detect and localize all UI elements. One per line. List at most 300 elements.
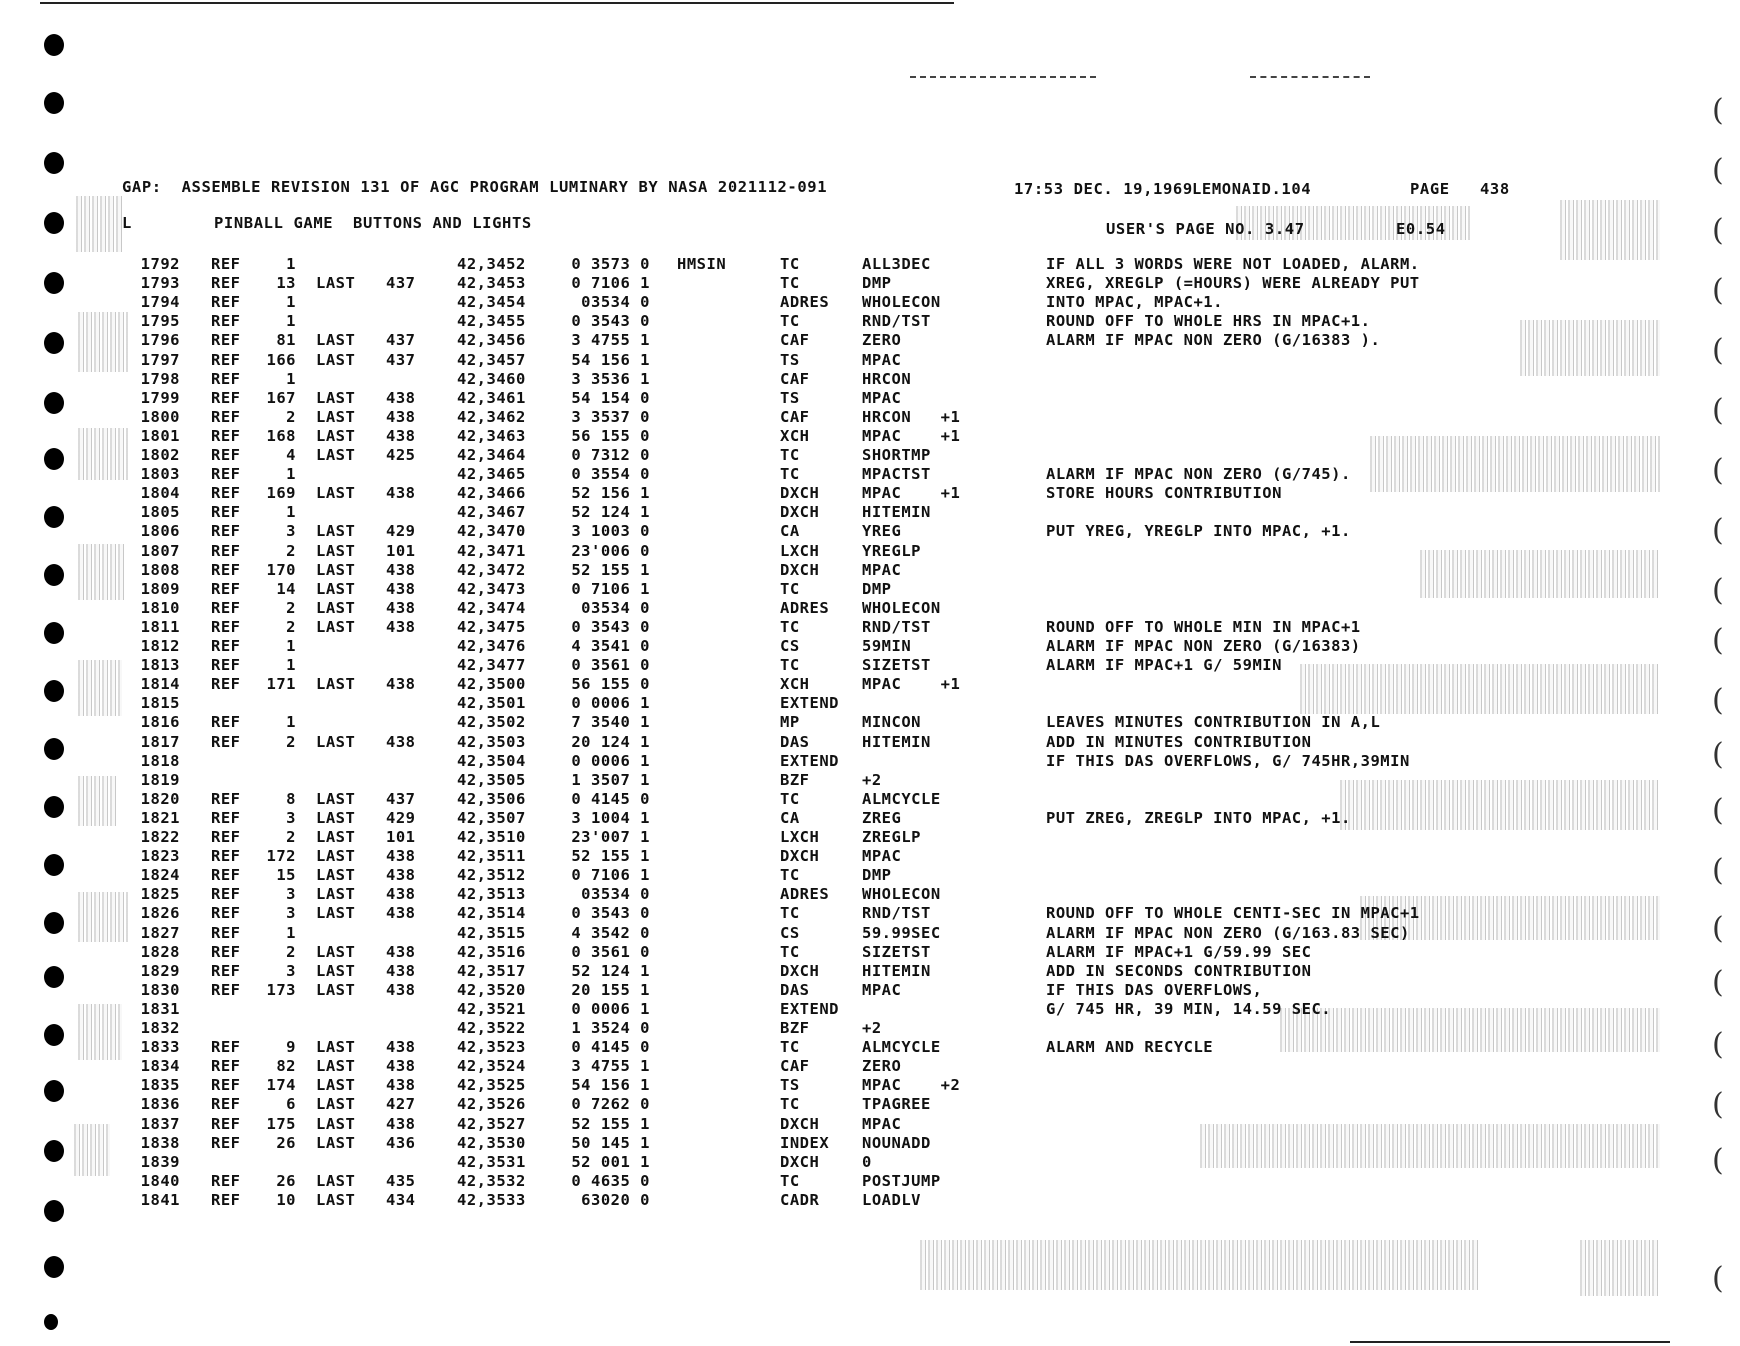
ref-count: 2	[286, 598, 296, 617]
ref-label: REF	[211, 598, 241, 617]
address: 42,3460	[457, 369, 526, 388]
ref-count: 170	[266, 560, 296, 579]
listing-row	[0, 1191, 1740, 1209]
operand: HRCON	[862, 369, 912, 388]
users-page-suffix: E0.54	[1396, 220, 1446, 238]
listing-row	[0, 752, 1740, 770]
ref-label: REF	[211, 312, 241, 331]
ref-count: 3	[286, 808, 296, 827]
operand: HITEMIN	[862, 503, 931, 522]
ref-count: 167	[266, 388, 296, 407]
listing-row	[0, 1153, 1740, 1171]
ref-count: 14	[276, 579, 296, 598]
ref-label: REF	[211, 541, 241, 560]
last-page: 438	[386, 1114, 416, 1133]
octal-word: 54 154 0	[571, 388, 650, 407]
address: 42,3525	[457, 1076, 526, 1095]
last-page: 437	[386, 274, 416, 293]
listing-row	[0, 866, 1740, 884]
last-page: 438	[386, 1076, 416, 1095]
operand: 59.99SEC	[862, 923, 941, 942]
ref-count: 168	[266, 426, 296, 445]
line-number: 1797	[140, 350, 180, 369]
last-page: 438	[386, 1057, 416, 1076]
last-page: 437	[386, 350, 416, 369]
ref-count: 26	[276, 1171, 296, 1190]
address: 42,3470	[457, 522, 526, 541]
last-label: LAST	[316, 579, 356, 598]
ref-count: 1	[286, 713, 296, 732]
margin-mark: (	[1712, 573, 1724, 608]
operand: ALL3DEC	[862, 255, 931, 273]
listing-row	[0, 1076, 1740, 1094]
last-page: 438	[386, 904, 416, 923]
last-page: 438	[386, 847, 416, 866]
octal-word: 4 3541 0	[571, 637, 650, 655]
listing-row	[0, 542, 1740, 560]
comment: IF ALL 3 WORDS WERE NOT LOADED, ALARM.	[1046, 255, 1420, 273]
operand: WHOLECON	[862, 598, 941, 617]
opcode: INDEX	[780, 1133, 830, 1152]
address: 42,3524	[457, 1057, 526, 1076]
address: 42,3455	[457, 312, 526, 331]
ref-label: REF	[211, 484, 241, 503]
line-number: 1826	[140, 904, 180, 923]
last-label: LAST	[316, 1076, 356, 1095]
octal-word: 0 7106 1	[571, 866, 650, 885]
opcode: TC	[780, 312, 800, 331]
comment: ALARM IF MPAC NON ZERO (G/163.83 SEC)	[1046, 923, 1410, 942]
last-page: 438	[386, 617, 416, 636]
address: 42,3522	[457, 1019, 526, 1037]
octal-word: 0 3543 0	[571, 312, 650, 331]
last-page: 436	[386, 1133, 416, 1152]
ref-count: 3	[286, 961, 296, 980]
octal-word: 52 155 1	[571, 1114, 650, 1133]
ref-label: REF	[211, 331, 241, 350]
ref-label: REF	[211, 274, 241, 293]
margin-mark: (	[1712, 273, 1724, 308]
margin-mark: (	[1712, 853, 1724, 888]
page-number: 438	[1480, 180, 1510, 198]
comment: ROUND OFF TO WHOLE MIN IN MPAC+1	[1046, 617, 1361, 636]
last-page: 438	[386, 579, 416, 598]
last-page: 438	[386, 942, 416, 961]
listing-row	[0, 370, 1740, 388]
operand: +2	[862, 770, 882, 789]
address: 42,3454	[457, 293, 526, 312]
ref-count: 1	[286, 369, 296, 388]
operand: RND/TST	[862, 617, 931, 636]
address: 42,3523	[457, 1038, 526, 1057]
last-label: LAST	[316, 598, 356, 617]
last-label: LAST	[316, 732, 356, 751]
address: 42,3503	[457, 732, 526, 751]
bottom-rule	[1350, 1341, 1670, 1343]
dash-mark	[910, 76, 1096, 79]
last-page: 101	[386, 828, 416, 846]
label: HMSIN	[677, 255, 727, 273]
opcode: CAF	[780, 369, 810, 388]
comment: INTO MPAC, MPAC+1.	[1046, 293, 1223, 312]
operand: 0	[862, 1152, 872, 1171]
margin-mark: (	[1712, 623, 1724, 658]
last-page: 437	[386, 789, 416, 808]
line-number: 1825	[140, 885, 180, 904]
operand: SHORTMP	[862, 446, 931, 464]
address: 42,3513	[457, 885, 526, 904]
listing-row	[0, 904, 1740, 922]
line-number: 1820	[140, 789, 180, 808]
address: 42,3473	[457, 579, 526, 598]
listing-row	[0, 962, 1740, 980]
octal-word: 0 7262 0	[571, 1095, 650, 1114]
line-number: 1828	[140, 942, 180, 961]
last-label: LAST	[316, 675, 356, 694]
listing-row	[0, 522, 1740, 540]
ref-label: REF	[211, 369, 241, 388]
operand: MPAC +1	[862, 675, 961, 694]
operand: MPAC	[862, 350, 902, 369]
octal-word: 0 0006 1	[571, 751, 650, 770]
opcode: BZF	[780, 770, 810, 789]
punch-hole	[44, 34, 64, 56]
operand: ALMCYCLE	[862, 1038, 941, 1057]
listing-row	[0, 465, 1740, 483]
listing-row	[0, 656, 1740, 674]
opcode: TC	[780, 1171, 800, 1190]
octal-word: 7 3540 1	[571, 713, 650, 732]
users-page: USER'S PAGE NO. 3.47	[1106, 220, 1305, 238]
comment: IF THIS DAS OVERFLOWS, G/ 745HR,39MIN	[1046, 751, 1410, 770]
listing-row	[0, 351, 1740, 369]
listing-row	[0, 427, 1740, 445]
octal-word: 0 0006 1	[571, 999, 650, 1018]
line-number: 1815	[140, 694, 180, 713]
opcode: CS	[780, 637, 800, 655]
last-label: LAST	[316, 961, 356, 980]
opcode: DXCH	[780, 484, 820, 503]
scan-smudge	[1560, 200, 1660, 260]
octal-word: 23'007 1	[571, 828, 650, 846]
ref-count: 10	[276, 1190, 296, 1209]
opcode: TC	[780, 904, 800, 923]
ref-count: 8	[286, 789, 296, 808]
operand: MPAC	[862, 847, 902, 866]
line-number: 1831	[140, 999, 180, 1018]
address: 42,3515	[457, 923, 526, 942]
opcode: DAS	[780, 732, 810, 751]
opcode: TC	[780, 789, 800, 808]
ref-label: REF	[211, 866, 241, 885]
octal-word: 23'006 0	[571, 541, 650, 560]
address: 42,3506	[457, 789, 526, 808]
last-page: 438	[386, 866, 416, 885]
address: 42,3510	[457, 828, 526, 846]
last-label: LAST	[316, 942, 356, 961]
comment: ROUND OFF TO WHOLE CENTI-SEC IN MPAC+1	[1046, 904, 1420, 923]
address: 42,3474	[457, 598, 526, 617]
listing-row	[0, 255, 1740, 273]
operand: MPACTST	[862, 465, 931, 484]
opcode: MP	[780, 713, 800, 732]
opcode: BZF	[780, 1019, 810, 1037]
section-marker: L	[122, 214, 132, 232]
last-page: 438	[386, 388, 416, 407]
dash-mark	[1250, 76, 1370, 79]
operand: 59MIN	[862, 637, 912, 655]
operand: DMP	[862, 274, 892, 293]
line-number: 1809	[140, 579, 180, 598]
operand: ZREGLP	[862, 828, 921, 846]
address: 42,3462	[457, 407, 526, 426]
last-page: 438	[386, 598, 416, 617]
ref-count: 1	[286, 465, 296, 484]
comment: IF THIS DAS OVERFLOWS,	[1046, 980, 1263, 999]
ref-label: REF	[211, 1057, 241, 1076]
address: 42,3530	[457, 1133, 526, 1152]
margin-mark: (	[1712, 683, 1724, 718]
last-page: 438	[386, 732, 416, 751]
assembly-banner: GAP: ASSEMBLE REVISION 131 OF AGC PROGRAM LUMINARY BY NASA 2021112-091	[122, 178, 828, 196]
operand: ZREG	[862, 808, 902, 827]
ref-count: 2	[286, 942, 296, 961]
comment: G/ 745 HR, 39 MIN, 14.59 SEC.	[1046, 999, 1332, 1018]
ref-label: REF	[211, 923, 241, 942]
address: 42,3507	[457, 808, 526, 827]
last-label: LAST	[316, 1038, 356, 1057]
octal-word: 54 156 1	[571, 1076, 650, 1095]
ref-label: REF	[211, 828, 241, 846]
address: 42,3453	[457, 274, 526, 293]
ref-label: REF	[211, 560, 241, 579]
line-number: 1824	[140, 866, 180, 885]
octal-word: 56 155 0	[571, 426, 650, 445]
address: 42,3475	[457, 617, 526, 636]
listing-row	[0, 1095, 1740, 1113]
listing-row	[0, 790, 1740, 808]
line-number: 1801	[140, 426, 180, 445]
address: 42,3526	[457, 1095, 526, 1114]
operand: MPAC +2	[862, 1076, 961, 1095]
line-number: 1838	[140, 1133, 180, 1152]
opcode: DXCH	[780, 1152, 820, 1171]
opcode: TC	[780, 255, 800, 273]
octal-word: 0 0006 1	[571, 694, 650, 713]
comment: ALARM IF MPAC+1 G/ 59MIN	[1046, 656, 1282, 675]
opcode: CADR	[780, 1190, 820, 1209]
address: 42,3461	[457, 388, 526, 407]
listing-row	[0, 389, 1740, 407]
opcode: CAF	[780, 331, 810, 350]
ref-label: REF	[211, 675, 241, 694]
ref-count: 3	[286, 904, 296, 923]
last-label: LAST	[316, 388, 356, 407]
comment: XREG, XREGLP (=HOURS) WERE ALREADY PUT	[1046, 274, 1420, 293]
punch-hole	[44, 152, 64, 174]
opcode: TS	[780, 350, 800, 369]
listing-row	[0, 809, 1740, 827]
ref-count: 4	[286, 446, 296, 464]
listing-row	[0, 885, 1740, 903]
line-number: 1818	[140, 751, 180, 770]
octal-word: 0 4145 0	[571, 1038, 650, 1057]
top-rule	[40, 2, 954, 4]
margin-mark: (	[1712, 1143, 1724, 1178]
last-label: LAST	[316, 560, 356, 579]
margin-mark: (	[1712, 213, 1724, 248]
address: 42,3502	[457, 713, 526, 732]
last-label: LAST	[316, 808, 356, 827]
ref-count: 13	[276, 274, 296, 293]
last-page: 438	[386, 885, 416, 904]
last-label: LAST	[316, 1114, 356, 1133]
ref-count: 6	[286, 1095, 296, 1114]
line-number: 1829	[140, 961, 180, 980]
line-number: 1799	[140, 388, 180, 407]
ref-label: REF	[211, 732, 241, 751]
line-number: 1793	[140, 274, 180, 293]
line-number: 1840	[140, 1171, 180, 1190]
line-number: 1802	[140, 446, 180, 464]
ref-label: REF	[211, 446, 241, 464]
margin-mark: (	[1712, 737, 1724, 772]
ref-label: REF	[211, 1076, 241, 1095]
ref-count: 9	[286, 1038, 296, 1057]
ref-label: REF	[211, 503, 241, 522]
line-number: 1841	[140, 1190, 180, 1209]
octal-word: 1 3507 1	[571, 770, 650, 789]
last-label: LAST	[316, 828, 356, 846]
comment: ALARM IF MPAC NON ZERO (G/745).	[1046, 465, 1351, 484]
last-page: 438	[386, 560, 416, 579]
ref-label: REF	[211, 1095, 241, 1114]
ref-label: REF	[211, 1171, 241, 1190]
line-number: 1839	[140, 1152, 180, 1171]
ref-label: REF	[211, 522, 241, 541]
comment: ALARM IF MPAC+1 G/59.99 SEC	[1046, 942, 1312, 961]
octal-word: 0 4635 0	[571, 1171, 650, 1190]
opcode: TS	[780, 388, 800, 407]
margin-mark: (	[1712, 93, 1724, 128]
line-number: 1819	[140, 770, 180, 789]
listing-row	[0, 943, 1740, 961]
line-number: 1813	[140, 656, 180, 675]
line-number: 1835	[140, 1076, 180, 1095]
punch-hole	[44, 212, 64, 234]
address: 42,3466	[457, 484, 526, 503]
listing-row	[0, 446, 1740, 464]
ref-label: REF	[211, 350, 241, 369]
operand: NOUNADD	[862, 1133, 931, 1152]
last-page: 434	[386, 1190, 416, 1209]
line-number: 1805	[140, 503, 180, 522]
line-number: 1807	[140, 541, 180, 560]
operand: MPAC	[862, 388, 902, 407]
line-number: 1794	[140, 293, 180, 312]
octal-word: 03534 0	[581, 293, 650, 312]
last-page: 438	[386, 675, 416, 694]
operand: +2	[862, 1019, 882, 1037]
punch-hole	[44, 92, 64, 114]
opcode: DXCH	[780, 1114, 820, 1133]
last-label: LAST	[316, 522, 356, 541]
address: 42,3532	[457, 1171, 526, 1190]
listing-row	[0, 1038, 1740, 1056]
line-number: 1821	[140, 808, 180, 827]
scan-smudge	[76, 196, 124, 252]
listing-row	[0, 981, 1740, 999]
ref-count: 82	[276, 1057, 296, 1076]
address: 42,3514	[457, 904, 526, 923]
line-number: 1823	[140, 847, 180, 866]
octal-word: 52 156 1	[571, 484, 650, 503]
listing-row	[0, 771, 1740, 789]
line-number: 1803	[140, 465, 180, 484]
operand: MPAC	[862, 560, 902, 579]
octal-word: 0 3561 0	[571, 942, 650, 961]
address: 42,3527	[457, 1114, 526, 1133]
address: 42,3467	[457, 503, 526, 522]
opcode: CA	[780, 522, 800, 541]
octal-word: 0 7106 1	[571, 274, 650, 293]
line-number: 1804	[140, 484, 180, 503]
opcode: TC	[780, 446, 800, 464]
listing-row	[0, 312, 1740, 330]
ref-count: 2	[286, 617, 296, 636]
address: 42,3501	[457, 694, 526, 713]
opcode: EXTEND	[780, 999, 839, 1018]
address: 42,3533	[457, 1190, 526, 1209]
comment: PUT ZREG, ZREGLP INTO MPAC, +1.	[1046, 808, 1351, 827]
octal-word: 3 1004 1	[571, 808, 650, 827]
last-label: LAST	[316, 331, 356, 350]
last-label: LAST	[316, 426, 356, 445]
opcode: LXCH	[780, 541, 820, 560]
ref-count: 81	[276, 331, 296, 350]
ref-label: REF	[211, 426, 241, 445]
octal-word: 52 001 1	[571, 1152, 650, 1171]
ref-count: 1	[286, 656, 296, 675]
listing-row	[0, 408, 1740, 426]
listing-row	[0, 331, 1740, 349]
opcode: XCH	[780, 675, 810, 694]
last-page: 437	[386, 331, 416, 350]
ref-count: 173	[266, 980, 296, 999]
ref-count: 3	[286, 522, 296, 541]
octal-word: 0 4145 0	[571, 789, 650, 808]
last-label: LAST	[316, 980, 356, 999]
opcode: DXCH	[780, 847, 820, 866]
opcode: TC	[780, 1038, 800, 1057]
opcode: ADRES	[780, 885, 830, 904]
listing-row	[0, 847, 1740, 865]
margin-mark: (	[1712, 793, 1724, 828]
margin-mark: (	[1712, 965, 1724, 1000]
last-label: LAST	[316, 274, 356, 293]
octal-word: 0 3573 0	[571, 255, 650, 273]
ref-label: REF	[211, 808, 241, 827]
ref-label: REF	[211, 1190, 241, 1209]
line-number: 1834	[140, 1057, 180, 1076]
octal-word: 56 155 0	[571, 675, 650, 694]
operand: ZERO	[862, 331, 902, 350]
address: 42,3512	[457, 866, 526, 885]
octal-word: 3 3537 0	[571, 407, 650, 426]
last-label: LAST	[316, 1095, 356, 1114]
address: 42,3476	[457, 637, 526, 655]
source-label: LEMONAID.104	[1192, 180, 1312, 198]
